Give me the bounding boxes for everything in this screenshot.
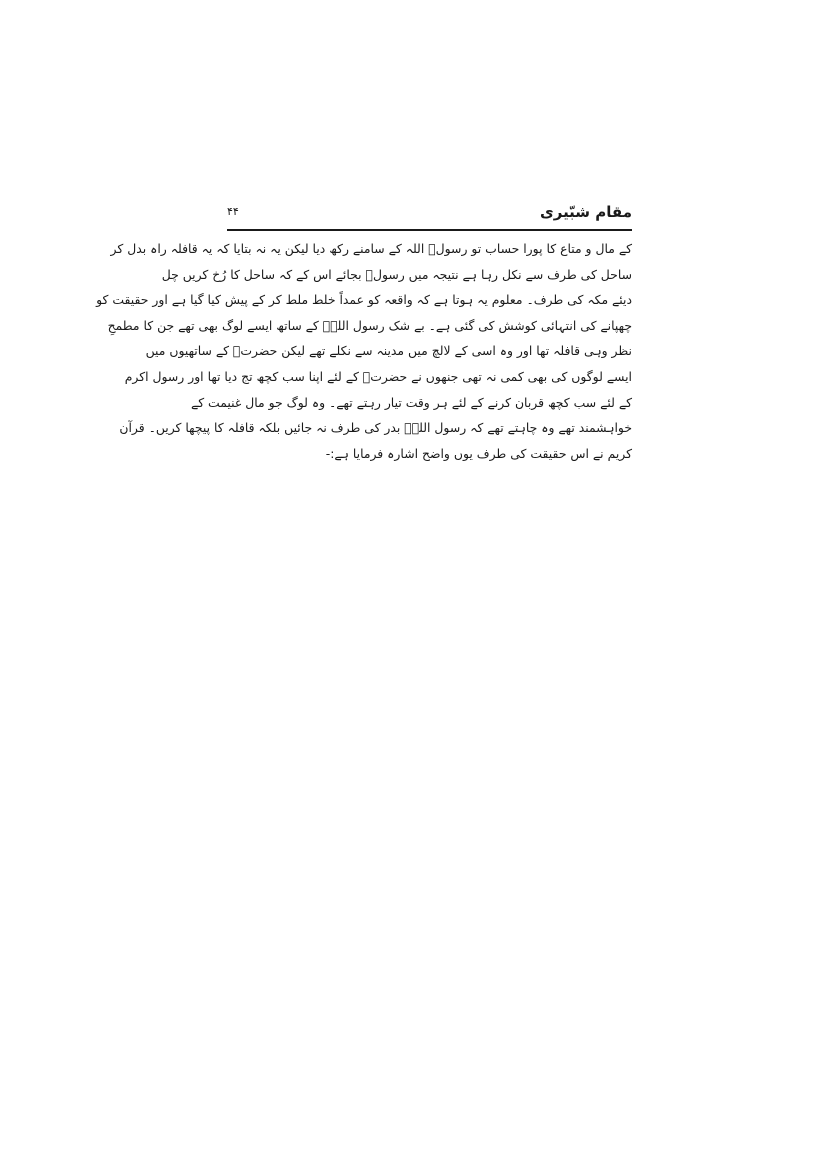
text-line: ساحل کی طرف سے نکل رہا ہے نتیجہ میں رسولؐ بجائے اس کے کہ ساحل کا رُخ کریں چل [161, 266, 632, 282]
running-title: مقام شبّیری [539, 203, 632, 221]
text-line: نظر وہی قافلہ تھا اور وہ اسی کے لالچ میں مدینہ سے نکلے تھے لیکن حضرتؐ کے ساتھیوں میں [145, 343, 632, 359]
page-number: ۴۴ [227, 205, 239, 218]
header-rule [227, 229, 632, 231]
text-line: دیئے مکہ کی طرف۔ معلوم یہ ہوتا ہے کہ واقعہ کو عمداً خلط ملط کر کے پیش کیا گیا ہے اور حقیقت کو [96, 292, 632, 308]
text-line: ایسے لوگوں کی بھی کمی نہ تھی جنھوں نے حضرتؐ کے لئے اپنا سب کچھ تج دیا تھا اور رسول اکرم [124, 368, 632, 384]
text-line: چھپانے کی انتہائی کوشش کی گئی ہے۔ بے شک رسول اللہؐ کے ساتھ ایسے لوگ بھی تھے جن کا مطمحِ [107, 317, 632, 333]
body-paragraph [96, 236, 632, 466]
text-line: خواہشمند تھے وہ چاہتے تھے کہ رسول اللہؐ بدر کی طرف نہ جائیں بلکہ قافلہ کا پیچھا کریں۔ قرآن [119, 420, 632, 436]
page-header [227, 196, 632, 226]
text-line: کے مال و متاع کا پورا حساب تو رسولؐ اللہ کے سامنے رکھ دیا لیکن یہ نہ بتایا کہ یہ قافلہ راہ بدل کر [110, 241, 632, 256]
text-line: کے لئے سب کچھ قربان کرنے کے لئے ہر وقت تیار رہتے تھے۔ وہ لوگ جو مال غنیمت کے [190, 394, 632, 410]
text-line: کریم نے اس حقیقت کی طرف یوں واضح اشارہ فرمایا ہے:- [325, 445, 632, 461]
